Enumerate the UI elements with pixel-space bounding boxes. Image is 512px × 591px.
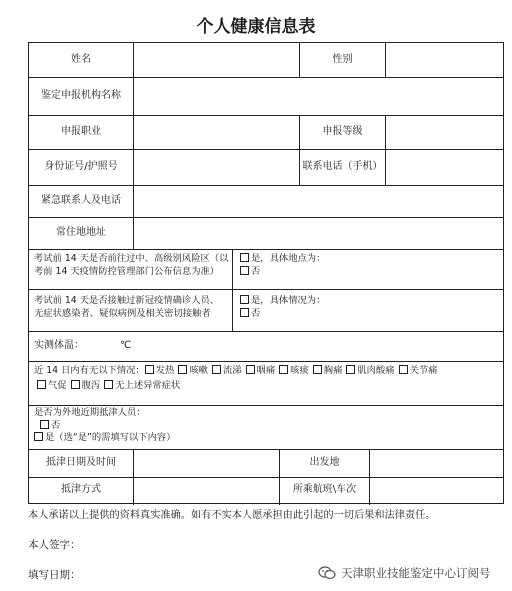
- symptom-option: [313, 365, 343, 376]
- risk-area-question: [29, 251, 232, 289]
- arrival-time-field[interactable]: [134, 449, 279, 477]
- gender-field[interactable]: [386, 43, 503, 77]
- symptom-checkbox[interactable]: [37, 380, 46, 389]
- symptom-label: 关节痛: [409, 365, 438, 376]
- org-label: 鉴定申报机构名称: [41, 90, 121, 102]
- contact-yes-label: 是，具体情况为：: [251, 295, 326, 306]
- symptom-option: [346, 365, 394, 376]
- watermark-text: 天津职业技能鉴定中心订阅号: [341, 566, 491, 580]
- symptom-label: 咳嗽: [189, 365, 208, 376]
- symptom-option: [104, 380, 180, 391]
- level-field[interactable]: [386, 115, 503, 149]
- symptom-label: 胸痛: [323, 365, 343, 376]
- symptom-checkbox[interactable]: [212, 365, 221, 374]
- symptom-option: [246, 365, 276, 376]
- symptom-option: [399, 365, 438, 376]
- symptom-label: 咽痛: [256, 365, 276, 376]
- temperature-unit: ℃: [120, 340, 132, 352]
- job-label: 申报职业: [61, 126, 101, 138]
- symptom-option: [145, 365, 175, 376]
- contact-no-label: 否: [251, 307, 261, 319]
- outside-yes-checkbox[interactable]: [34, 432, 43, 441]
- risk-area-no-checkbox[interactable]: [240, 266, 249, 275]
- form-title: 个人健康信息表: [196, 17, 316, 37]
- outside-row: [29, 407, 503, 449]
- flight-field[interactable]: [370, 477, 503, 503]
- symptom-checkbox[interactable]: [178, 365, 187, 374]
- address-label: 常住地地址: [56, 227, 106, 239]
- symptom-checkbox[interactable]: [71, 380, 80, 389]
- symptom-checkbox[interactable]: [246, 365, 255, 374]
- contact-options: [235, 293, 503, 331]
- outside-yes-label: 是（选“是”的需填写以下内容）: [45, 432, 176, 444]
- departure-label: 出发地: [309, 457, 340, 469]
- contact-question-line1: 考试前 14 天是否接触过新冠疫情确诊人员、: [34, 295, 220, 306]
- pledge-text: 本人承诺以上提供的资料真实准确。如有不实本人愿承担由此引起的一切后果和法律责任。: [28, 510, 436, 521]
- departure-field[interactable]: [370, 449, 503, 477]
- id-field[interactable]: [134, 149, 299, 185]
- symptoms-intro: 近 14 日内有无以下情况：: [34, 365, 145, 376]
- symptom-label: 腹泻: [81, 379, 101, 391]
- symptom-checkbox[interactable]: [346, 365, 355, 374]
- outside-no-checkbox[interactable]: [40, 420, 49, 429]
- symptom-checkbox[interactable]: [145, 365, 154, 374]
- symptom-option: [212, 365, 242, 376]
- arrival-method-label: 抵津方式: [61, 484, 101, 496]
- name-field[interactable]: [134, 43, 299, 77]
- phone-label: 联系电话（手机）: [302, 161, 383, 173]
- risk-area-question-line2: 考前 14 天疫情防控管理部门公布信息为准）: [34, 265, 220, 277]
- flight-label: 所乘航班\车次: [292, 484, 357, 496]
- symptom-label: 气促: [48, 379, 67, 391]
- name-label: 姓名: [71, 54, 91, 66]
- address-field[interactable]: [134, 217, 503, 249]
- contact-question-line2: 无症状感染者、疑似病例及相关密切接触者: [34, 307, 211, 319]
- outside-question: 是否为外地近期抵津人员：: [34, 407, 146, 418]
- symptom-checkbox[interactable]: [313, 365, 322, 374]
- contact-yes-checkbox[interactable]: [240, 295, 249, 304]
- level-label: 申报等级: [322, 126, 363, 138]
- gender-label: 性别: [332, 54, 353, 66]
- temperature-row: [29, 331, 503, 361]
- wechat-icon: [318, 566, 336, 580]
- symptom-label: 肌肉酸痛: [357, 365, 395, 376]
- date-label: 填写日期：: [28, 569, 81, 581]
- job-field[interactable]: [134, 115, 299, 149]
- symptom-label: 发热: [155, 365, 175, 376]
- contact-question: [29, 293, 232, 331]
- symptom-option: [279, 365, 309, 376]
- arrival-time-label: 抵津日期及时间: [46, 457, 116, 469]
- symptom-checkbox[interactable]: [399, 365, 408, 374]
- symptom-label: 咳痰: [290, 365, 309, 376]
- symptom-checkbox[interactable]: [279, 365, 288, 374]
- risk-area-yes-checkbox[interactable]: [240, 253, 249, 262]
- risk-area-question-line1: 考试前 14 天是否前往过中、高级别风险区（以: [34, 253, 229, 264]
- watermark: [318, 565, 491, 581]
- id-label: 身份证号/护照号: [44, 161, 118, 173]
- symptom-option: [178, 365, 208, 376]
- symptom-label: 无上述异常症状: [115, 379, 181, 391]
- symptom-option: [71, 380, 101, 391]
- symptom-label: 流涕: [222, 365, 242, 376]
- arrival-method-field[interactable]: [134, 477, 279, 503]
- symptom-checkbox[interactable]: [104, 380, 113, 389]
- risk-area-options: [235, 251, 503, 289]
- org-field[interactable]: [134, 77, 503, 115]
- emergency-field[interactable]: [134, 185, 503, 217]
- phone-field[interactable]: [386, 149, 503, 185]
- outside-no-label: 否: [51, 419, 61, 431]
- symptom-option: [37, 380, 67, 391]
- signature-label: 本人签字：: [28, 539, 81, 551]
- risk-area-yes-label: 是，具体地点为：: [251, 253, 326, 264]
- health-info-table: [28, 42, 504, 504]
- contact-no-checkbox[interactable]: [240, 308, 249, 317]
- symptoms-row: [29, 365, 505, 405]
- risk-area-no-label: 否: [251, 265, 261, 277]
- emergency-label: 紧急联系人及电话: [41, 195, 121, 207]
- temperature-label: 实测体温：: [34, 340, 84, 352]
